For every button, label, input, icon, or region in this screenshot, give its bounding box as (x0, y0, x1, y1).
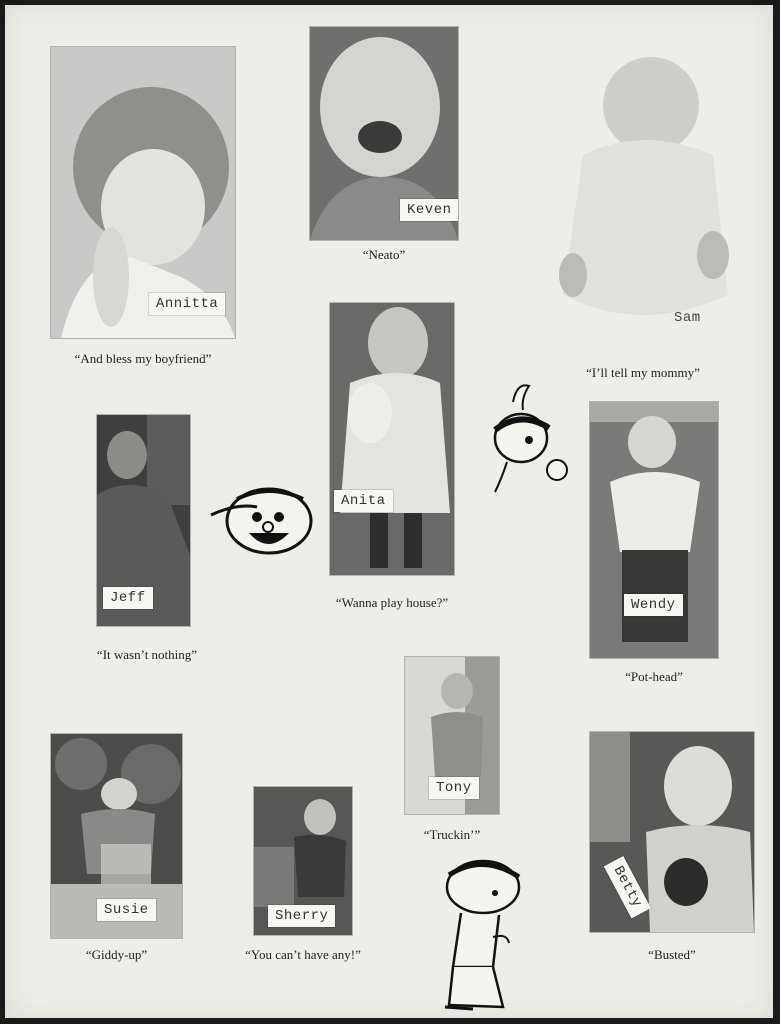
caption: “And bless my boyfriend” (74, 351, 212, 366)
caption: “Pot-head” (625, 669, 683, 684)
photo-keven (310, 27, 458, 240)
name-tag: Anita (334, 490, 393, 512)
photo-betty (590, 732, 754, 932)
name-tag: Betty (604, 856, 651, 918)
name-tag: Susie (97, 899, 156, 921)
photo-susie (51, 734, 182, 938)
photo-wendy (590, 402, 718, 658)
name-tag: Keven (400, 199, 458, 221)
caption: “You can’t have any!” (245, 947, 361, 962)
photo-jeff (97, 415, 190, 626)
name-tag: Tony (429, 777, 479, 799)
name-tag: Wendy (624, 594, 683, 616)
indian-boy-bubblegum-doodle (487, 380, 569, 498)
caption: “Busted” (648, 947, 696, 962)
photo-sam (543, 45, 743, 347)
name-tag: Annitta (149, 293, 225, 315)
photo-anita (330, 303, 454, 575)
smiling-face-doodle (207, 483, 317, 559)
caption: “Neato” (362, 247, 406, 262)
name-tag: Jeff (103, 587, 153, 609)
photo-sherry (254, 787, 352, 935)
name-tag: Sherry (268, 905, 335, 927)
caption: “Wanna play house?” (335, 595, 449, 610)
photo-annitta (51, 47, 235, 338)
caption: “Giddy-up” (85, 947, 148, 962)
name-tag: Sam (674, 310, 701, 326)
caption: “It wasn’t nothing” (96, 647, 198, 662)
yearbook-page (5, 5, 773, 1018)
caption: “I’ll tell my mommy” (586, 365, 700, 380)
photo-tony (405, 657, 499, 814)
caption: “Truckin’” (423, 827, 481, 842)
kneeling-boy-doodle (433, 857, 525, 1013)
